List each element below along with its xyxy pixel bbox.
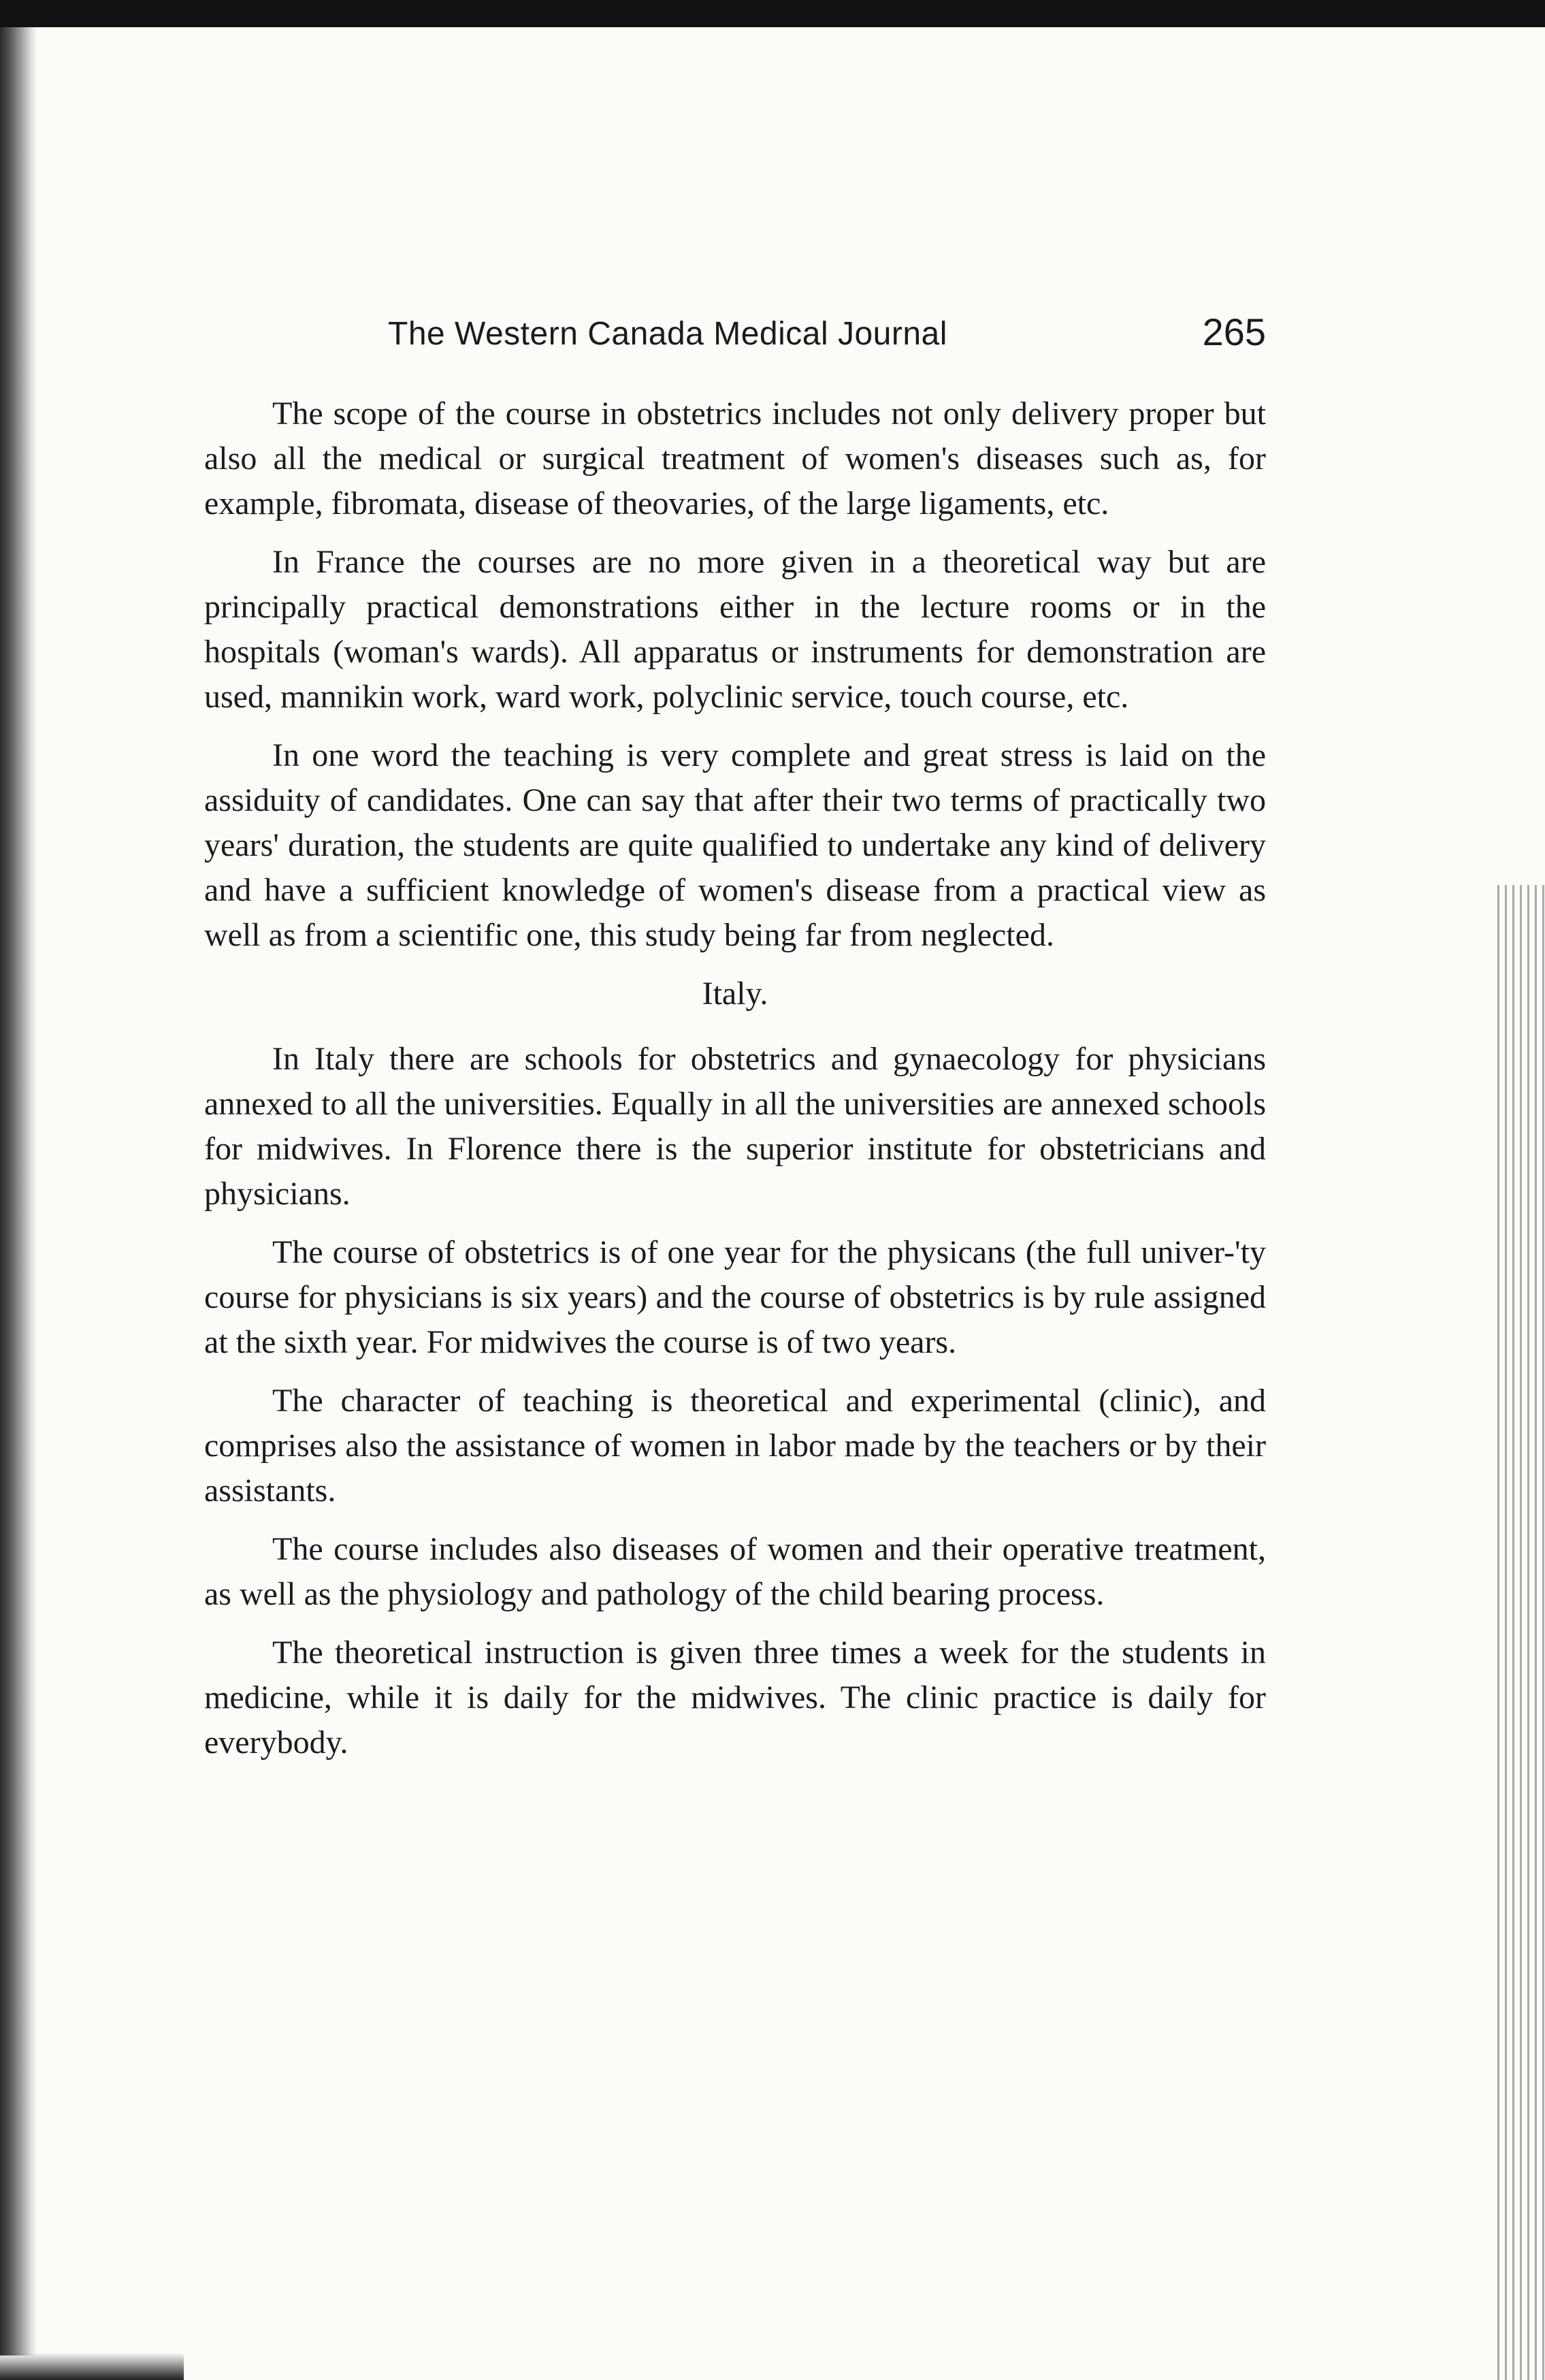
scan-border-left (0, 27, 37, 2355)
paragraph: In France the courses are no more given in a theoretical way but are principally practical demonstrations either in the lecture rooms or in the hospitals (woman's wards). All apparatus or instruments for demonstration are used, mannikin work, ward work, polyclinic service, touch course, etc. (204, 544, 1266, 715)
journal-page (204, 310, 1266, 1779)
paragraph: In one word the teaching is very complete and great stress is laid on the assiduity of candidates. One can say that after their two terms of practically two years' duration, the students are quite qualified to undertake any kind of delivery and have a sufficient knowledge of women's disease from a practical view as well as from a scientific one, this study being far from neglected. (204, 737, 1266, 953)
section-heading: Italy. (702, 976, 768, 1012)
scan-border-bottom (0, 2353, 184, 2380)
article-body (204, 391, 1266, 1765)
scan-border-top (0, 0, 1545, 27)
paragraph: The character of teaching is theoretical and experimental (clinic), and comprises also the assistance of women in labor made by the teachers or by their assistants. (204, 1383, 1266, 1509)
page-number: 265 (1202, 310, 1266, 353)
paragraph: The scope of the course in obstetrics includes not only delivery proper but also all the medical or surgical treatment of women's diseases such as, for example, fibromata, disease of theovaries, of the large ligaments, etc. (204, 396, 1266, 521)
paragraph: The course includes also diseases of women and their operative treatment, as well as the physiology and pathology of the child bearing process. (204, 1531, 1266, 1612)
running-header (204, 310, 1266, 371)
paragraph: The theoretical instruction is given three times a week for the students in medicine, while it is daily for the midwives. The clinic practice is daily for everybody. (204, 1635, 1266, 1760)
journal-title: The Western Canada Medical Journal (388, 316, 947, 352)
scan-border-right (1497, 885, 1545, 2380)
paragraph: The course of obstetrics is of one year for the physicans (the full univer-'ty course for physicians is six years) and the course of obstetrics is by rule assigned at the sixth year. For midwives the course is of two years. (204, 1234, 1266, 1360)
paragraph: In Italy there are schools for obstetrics and gynaecology for physicians annexed to all the universities. Equally in all the universities are annexed schools for midwives. In Florence there is the superior institute for obstetricians and physicians. (204, 1041, 1266, 1212)
